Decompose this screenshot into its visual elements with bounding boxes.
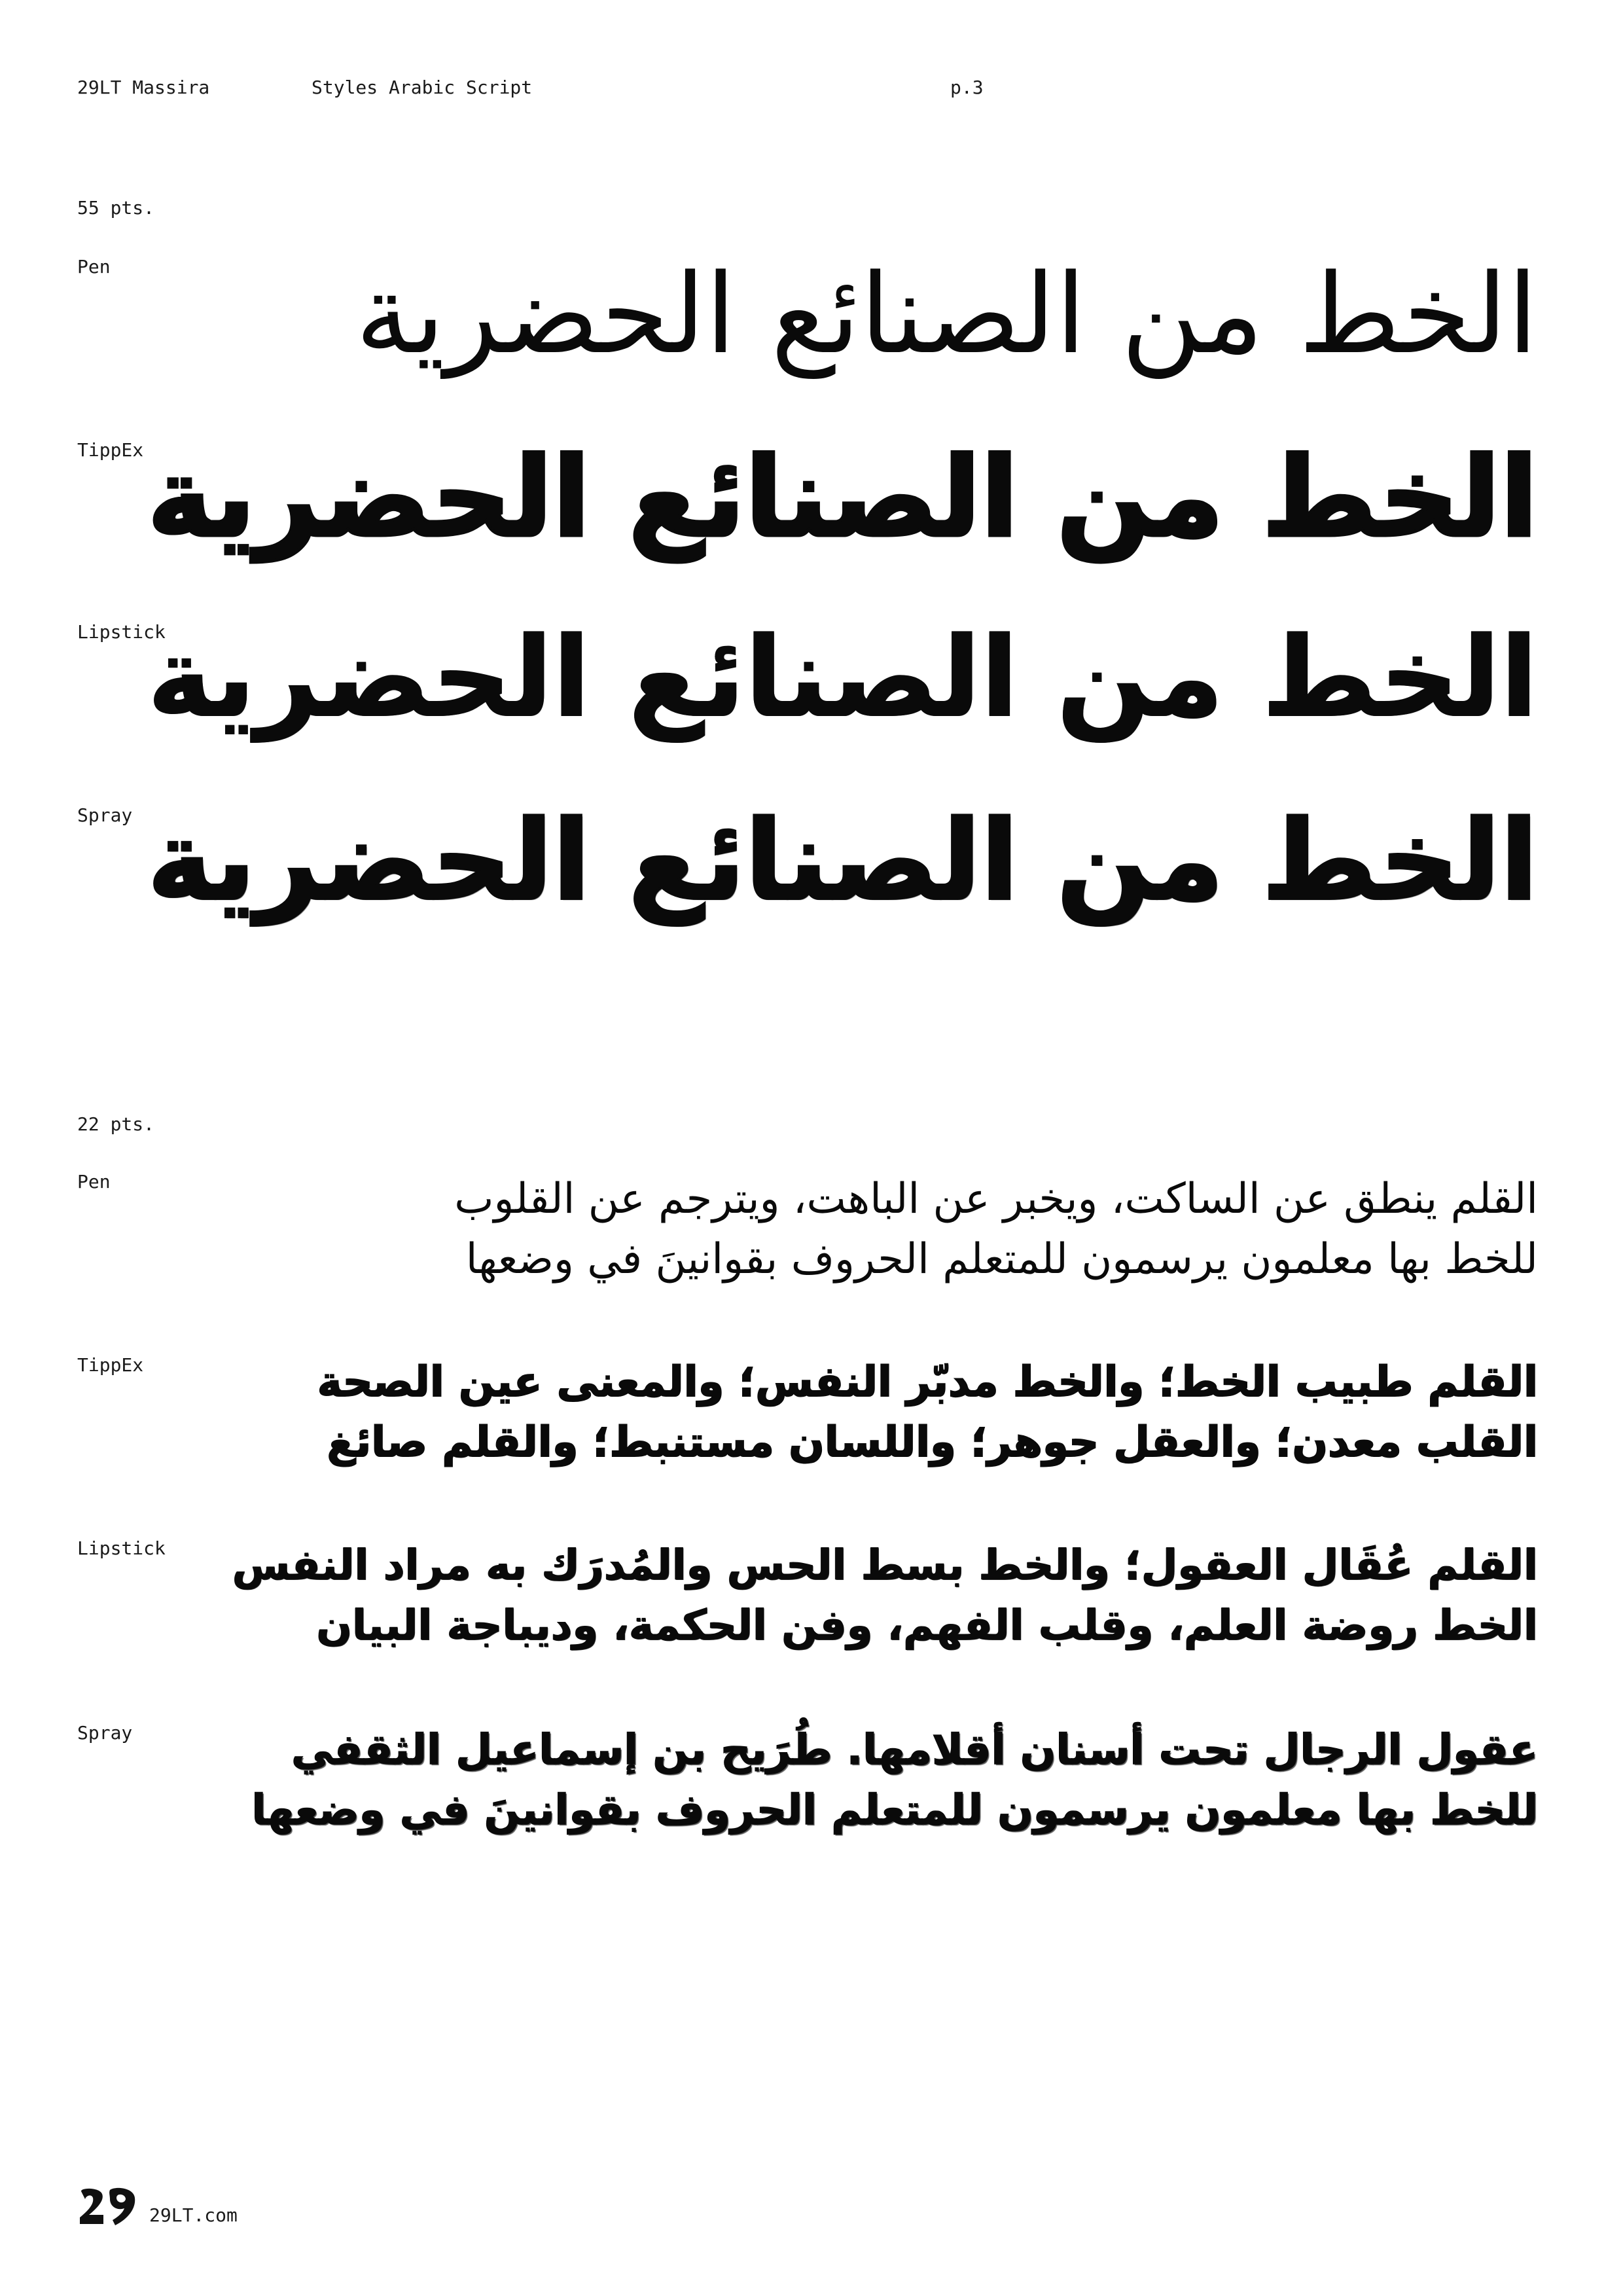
- footer: [77, 2186, 238, 2228]
- text-style-spray-label: Spray: [77, 1722, 133, 1744]
- text-style-lipstick-label: Lipstick: [77, 1537, 166, 1559]
- text-sample-lipstick-line-1: القلم عُقَال العقول؛ والخط بسط الحس والمُدرَك به مراد النفس: [232, 1541, 1538, 1590]
- text-sample-tippex-line-1: القلم طبيب الخط؛ والخط مدبّر النفس؛ والمعنى عين الصحة: [317, 1358, 1538, 1407]
- text-sample-tippex: [308, 1352, 1538, 1473]
- page-number: p.3: [950, 77, 984, 98]
- display-sample-tippex: الخط من الصنائع الحضرية: [147, 433, 1538, 562]
- text-sample-spray: [251, 1720, 1538, 1840]
- text-sample-pen-line-2: للخط بها معلمون يرسمون للمتعلم الحروف بقوانينَ في وضعها: [465, 1235, 1538, 1283]
- display-sample-pen: الخط من الصنائع الحضرية: [355, 250, 1538, 378]
- text-size-label: 22 pts.: [77, 1113, 155, 1135]
- display-sample-lipstick: الخط من الصنائع الحضرية: [147, 613, 1538, 742]
- text-style-pen-label: Pen: [77, 1171, 111, 1193]
- text-sample-tippex-line-2: القلب معدن؛ والعقل جوهر؛ واللسان مستنبط؛ والقلم صائغ: [327, 1418, 1538, 1467]
- footer-url[interactable]: 29LT.com: [149, 2204, 238, 2226]
- display-sample-spray: الخط من الصنائع الحضرية: [147, 797, 1538, 925]
- section-title: Styles Arabic Script: [312, 77, 533, 98]
- text-sample-spray-line-2: للخط بها معلمون يرسمون للمتعلم الحروف بقوانينَ في وضعها: [251, 1786, 1538, 1835]
- display-style-spray-label: Spray: [77, 804, 133, 826]
- display-style-tippex-label: TippEx: [77, 439, 144, 461]
- font-name: 29LT Massira: [77, 77, 210, 98]
- display-style-lipstick-label: Lipstick: [77, 621, 166, 643]
- text-sample-pen: [308, 1169, 1538, 1289]
- display-style-pen-label: Pen: [77, 256, 111, 278]
- text-sample-lipstick-line-2: الخط روضة العلم، وقلب الفهم، وفن الحكمة، وديباجة البيان: [316, 1602, 1538, 1650]
- 29lt-logo-icon: [77, 2186, 137, 2228]
- display-size-label: 55 pts.: [77, 197, 155, 219]
- text-sample-pen-line-1: القلم ينطق عن الساكت، ويخبر عن الباهت، ويترجم عن القلوب: [454, 1175, 1538, 1223]
- text-style-tippex-label: TippEx: [77, 1354, 144, 1376]
- text-sample-spray-line-1: عقول الرجال تحت أسنان أقلامها. طُرَيح بن إسماعيل الثقفي: [291, 1726, 1538, 1774]
- text-sample-lipstick: [232, 1535, 1538, 1656]
